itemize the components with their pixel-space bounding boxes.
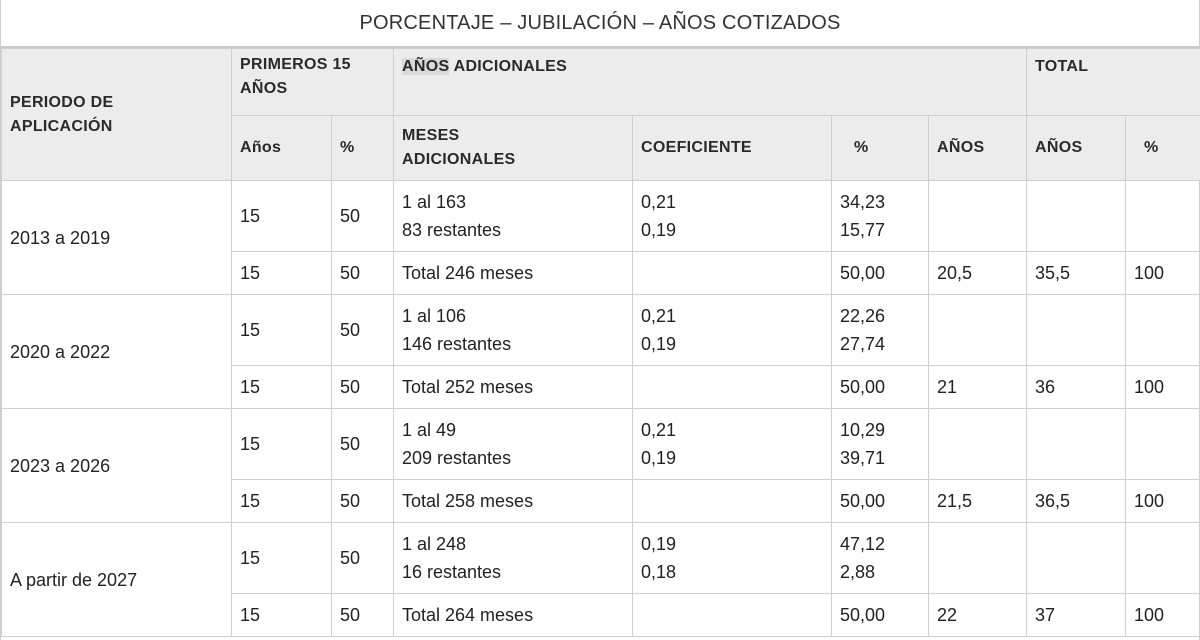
cell-total-meses: Total 246 meses [394,252,633,295]
header-total-pct: % [1126,116,1200,181]
cell-anios-adicionales: 21,5 [929,480,1027,523]
header-anios: Años [232,116,332,181]
period-cell: 2013 a 2019 [2,181,232,295]
cell-pct: 50 [332,181,394,252]
cell-pct: 50 [332,252,394,295]
cell-empty [929,409,1027,480]
cell-anios-adicionales: 20,5 [929,252,1027,295]
cell-empty [1027,295,1126,366]
cell-pct: 50 [332,523,394,594]
cell-anios: 15 [232,181,332,252]
cell-anios: 15 [232,480,332,523]
header-total-anios: AÑOS [1027,116,1126,181]
cell-empty [929,295,1027,366]
meses-line: 83 restantes [402,220,502,240]
coef-line: 0,18 [641,562,677,582]
cell-meses [394,409,633,480]
cell-anios: 15 [232,523,332,594]
cell-total-meses: Total 252 meses [394,366,633,409]
cell-pct-adicional [832,409,929,480]
table-row-detail [2,295,1200,366]
table-body [2,181,1200,637]
cell-coeficiente [633,409,832,480]
cell-empty [633,252,832,295]
cell-anios-adicionales: 21 [929,366,1027,409]
cell-coeficiente [633,181,832,252]
cell-pct-adicional [832,523,929,594]
header-periodo: PERIODO DE APLICACIÓN [2,49,232,181]
cell-total-pct: 100 [1126,480,1200,523]
cell-pct: 50 [332,409,394,480]
coef-line: 0,19 [641,534,677,554]
coef-line: 0,21 [641,192,677,212]
period-cell: A partir de 2027 [2,523,232,637]
cell-anios: 15 [232,594,332,637]
cell-empty [633,480,832,523]
cell-total-anios: 35,5 [1027,252,1126,295]
cell-pct: 50 [332,480,394,523]
header-meses-adicionales: MESES ADICIONALES [394,116,633,181]
cell-total-pct: 100 [1126,594,1200,637]
pct-line: 10,29 [840,420,886,440]
cell-total-meses: Total 264 meses [394,594,633,637]
cell-empty [633,366,832,409]
cell-total-meses: Total 258 meses [394,480,633,523]
meses-line: 146 restantes [402,334,512,354]
cell-empty [1027,409,1126,480]
cell-empty [1126,409,1200,480]
cell-meses [394,181,633,252]
cell-empty [1126,181,1200,252]
cell-empty [1027,523,1126,594]
header-pct: % [332,116,394,181]
cell-pct-adicional-total: 50,00 [832,252,929,295]
meses-line: 16 restantes [402,562,502,582]
table-row-detail [2,409,1200,480]
meses-line: 1 al 163 [402,192,467,212]
cell-empty [929,181,1027,252]
pct-line: 34,23 [840,192,886,212]
cell-pct-adicional-total: 50,00 [832,366,929,409]
coef-line: 0,19 [641,220,677,240]
table-header [2,49,1200,181]
coef-line: 0,21 [641,420,677,440]
cell-pct: 50 [332,366,394,409]
cell-anios: 15 [232,252,332,295]
cell-empty [1126,523,1200,594]
header-anios-adicional: AÑOS [929,116,1027,181]
cell-pct-adicional [832,295,929,366]
header-anios-highlight: AÑOS [402,58,450,75]
cell-empty [1126,295,1200,366]
cell-anios: 15 [232,295,332,366]
table-row-detail [2,523,1200,594]
cell-coeficiente [633,523,832,594]
pct-line: 2,88 [840,562,876,582]
coef-line: 0,21 [641,306,677,326]
cell-pct-adicional-total: 50,00 [832,480,929,523]
pension-percentage-table [1,48,1200,637]
cell-anios: 15 [232,366,332,409]
cell-total-anios: 37 [1027,594,1126,637]
cell-anios: 15 [232,409,332,480]
table-row-detail [2,181,1200,252]
cell-total-anios: 36,5 [1027,480,1126,523]
header-pct-adicional: % [832,116,929,181]
meses-line: 1 al 106 [402,306,467,326]
coef-line: 0,19 [641,334,677,354]
cell-pct: 50 [332,594,394,637]
cell-pct-adicional-total: 50,00 [832,594,929,637]
coef-line: 0,19 [641,448,677,468]
cell-empty [929,523,1027,594]
pct-line: 27,74 [840,334,886,354]
cell-empty [633,594,832,637]
cell-total-pct: 100 [1126,252,1200,295]
pct-line: 47,12 [840,534,886,554]
header-anios-adicionales [394,49,1027,116]
cell-pct: 50 [332,295,394,366]
cell-meses [394,523,633,594]
cell-meses [394,295,633,366]
cell-empty [1027,181,1126,252]
meses-line: 209 restantes [402,448,512,468]
cell-total-pct: 100 [1126,366,1200,409]
cell-total-anios: 36 [1027,366,1126,409]
pct-line: 15,77 [840,220,886,240]
table-title: PORCENTAJE – JUBILACIÓN – AÑOS COTIZADOS [1,0,1199,48]
cell-coeficiente [633,295,832,366]
period-cell: 2020 a 2022 [2,295,232,409]
cell-pct-adicional [832,181,929,252]
header-primeros: PRIMEROS 15 AÑOS [232,49,394,116]
cell-anios-adicionales: 22 [929,594,1027,637]
period-cell: 2023 a 2026 [2,409,232,523]
pct-line: 22,26 [840,306,886,326]
header-adicionales-text: ADICIONALES [449,58,568,75]
pct-line: 39,71 [840,448,886,468]
header-total: TOTAL [1027,49,1200,116]
meses-line: 1 al 248 [402,534,467,554]
meses-line: 1 al 49 [402,420,457,440]
header-coeficiente: COEFICIENTE [633,116,832,181]
